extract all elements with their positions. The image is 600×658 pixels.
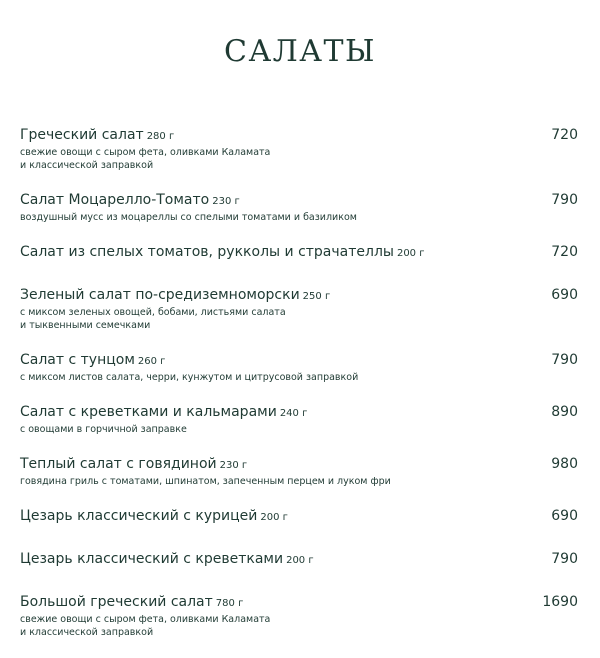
item-name: Салат Моцарелло-Томато	[20, 192, 210, 208]
item-description-line: и классической заправкой	[20, 160, 154, 171]
item-description	[20, 211, 450, 224]
item-price: 790	[551, 192, 578, 208]
item-weight: 200 г	[286, 555, 314, 566]
item-description-line: и тыквенными семечками	[20, 320, 151, 331]
item-weight: 230 г	[219, 460, 248, 471]
item-weight: 280 г	[146, 131, 175, 142]
item-weight: 200 г	[260, 512, 288, 523]
item-name: Цезарь классический с креветками	[20, 551, 284, 567]
menu-item	[20, 550, 578, 570]
menu-item	[20, 126, 578, 172]
item-name: Теплый салат с говядиной	[20, 456, 217, 472]
menu-list	[20, 126, 578, 658]
item-name: Цезарь классический с курицей	[20, 508, 258, 524]
menu-item	[20, 403, 578, 436]
item-weight: 230 г	[212, 196, 240, 207]
item-name: Зеленый салат по-средиземноморски	[20, 287, 300, 303]
menu-item	[20, 351, 578, 384]
item-price: 790	[551, 352, 578, 368]
item-name: Салат из спелых томатов, рукколы и страчателлы	[20, 244, 394, 260]
item-description	[20, 306, 450, 332]
item-description-line: воздушный мусс из моцареллы со спелыми томатами и базиликом	[20, 212, 357, 223]
item-name: Салат с тунцом	[20, 352, 135, 368]
item-description	[20, 423, 450, 436]
menu-item	[20, 507, 578, 527]
page-title: САЛАТЫ	[224, 34, 376, 69]
item-price: 790	[551, 551, 578, 567]
item-price: 690	[551, 508, 578, 524]
item-name: Большой греческий салат	[20, 594, 213, 610]
menu-item	[20, 191, 578, 224]
menu-item	[20, 455, 578, 488]
menu-item	[20, 243, 578, 263]
item-weight: 200 г	[396, 248, 425, 259]
item-description	[20, 146, 450, 172]
item-name: Салат с креветками и кальмарами	[20, 404, 277, 420]
item-price: 690	[551, 287, 578, 303]
item-price: 1690	[542, 594, 578, 610]
item-description-line: с миксом листов салата, черри, кунжутом и цитрусовой заправкой	[20, 372, 359, 383]
item-description	[20, 613, 450, 639]
item-description-line: с миксом зеленых овощей, бобами, листьями салата	[20, 307, 286, 318]
item-weight: 250 г	[302, 291, 331, 302]
item-description-line: свежие овощи с сыром фета, оливками Каламата	[20, 147, 271, 158]
item-price: 890	[551, 404, 578, 420]
item-weight: 260 г	[137, 356, 166, 367]
menu-item	[20, 286, 578, 332]
item-weight: 780 г	[215, 598, 244, 609]
item-description-line: с овощами в горчичной заправке	[20, 424, 187, 435]
item-description-line: и классической заправкой	[20, 627, 154, 638]
item-description-line: свежие овощи с сыром фета, оливками Каламата	[20, 614, 271, 625]
item-name: Греческий салат	[20, 127, 144, 143]
item-price: 980	[551, 456, 578, 472]
item-description	[20, 371, 450, 384]
item-price: 720	[551, 244, 578, 260]
item-weight: 240 г	[279, 408, 308, 419]
item-description-line: говядина гриль с томатами, шпинатом, запеченным перцем и луком фри	[20, 476, 391, 487]
item-description	[20, 475, 450, 488]
item-price: 720	[551, 127, 578, 143]
